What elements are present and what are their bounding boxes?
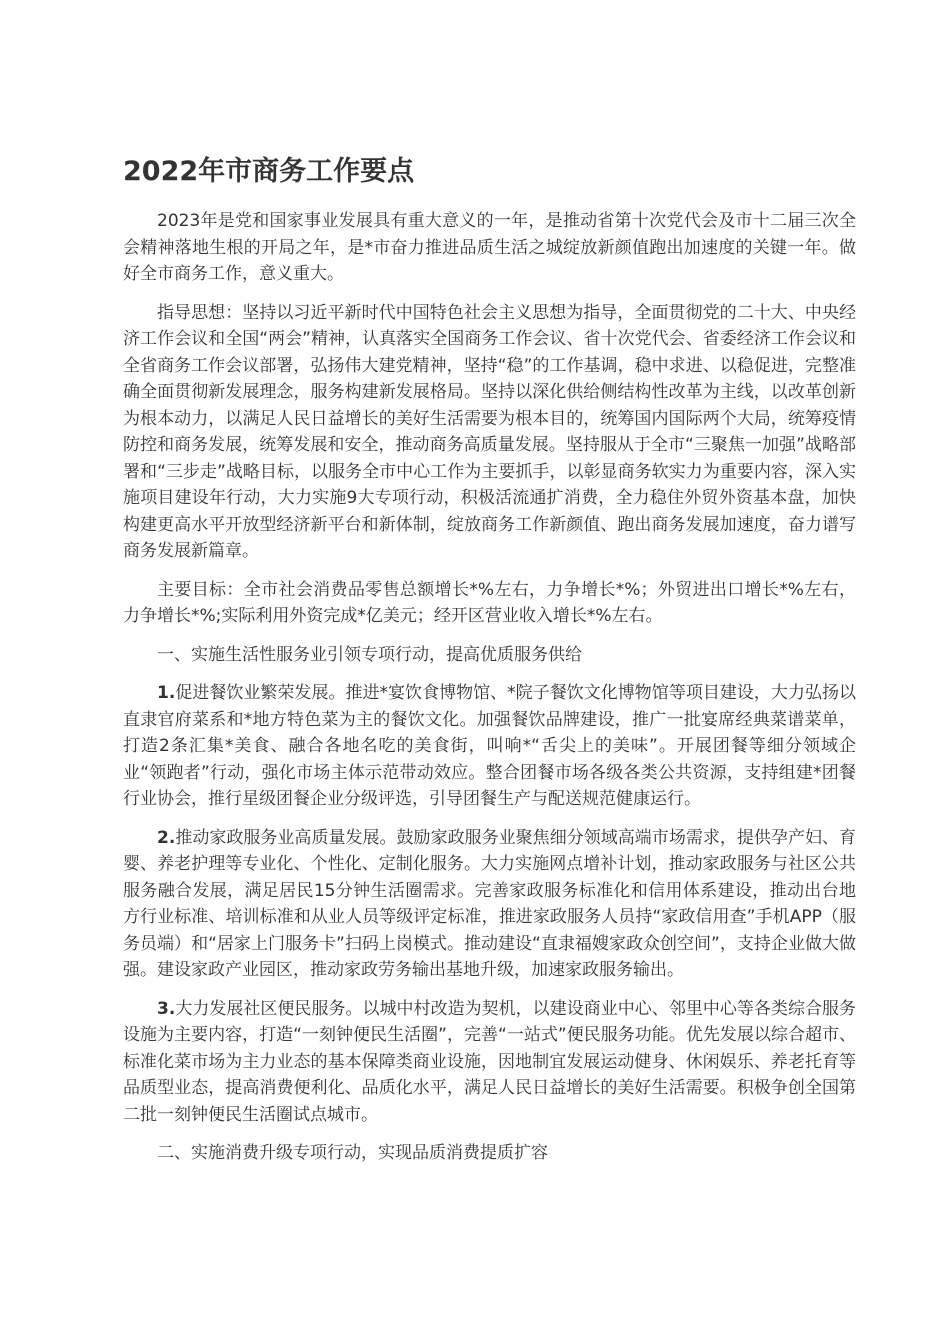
- item-2-text: 推动家政服务业高质量发展。鼓励家政服务业聚焦细分领域高端市场需求，提供孕产妇、育婴、养老护理等专业化、个性化、定制化服务。大力实施网点增补计划，推动家政服务与社区公共服务融合发展，满足居民15分钟生活圈需求。完善家政服务标准化和信用体系建设，推动出台地方行业标准、培训标准和从业人员等级评定标准，推进家政服务人员持“家政信用查”手机APP（服务员端）和“居家上门服务卡”扫码上岗模式。推动建设“直隶福嫂家政众创空间”，支持企业做大做强。建设家政产业园区，推动家政劳务输出基地升级，加速家政服务输出。: [123, 827, 856, 980]
- item-3-paragraph: [123, 996, 856, 1129]
- item-1-paragraph: [123, 680, 856, 813]
- intro-paragraph: 2023年是党和国家事业发展具有重大意义的一年，是推动省第十次党代会及市十二届三次全会精神落地生根的开局之年，是*市奋力推进品质生活之城绽放新颜值跑出加速度的关键一年。做好全市商务工作，意义重大。: [123, 211, 856, 284]
- document-title: 2022年市商务工作要点: [123, 156, 415, 187]
- item-2-number: 2.: [157, 827, 176, 848]
- item-1-number: 1.: [157, 683, 176, 703]
- item-3-number: 3.: [157, 998, 176, 1019]
- item-2-paragraph: [123, 825, 856, 984]
- guiding-thought-paragraph: 指导思想：坚持以习近平新时代中国特色社会主义思想为指导，全面贯彻党的二十大、中央经济工作会议和全国“两会”精神，认真落实全国商务工作会议、省十次党代会、省委经济工作会议和全省商务工作会议部署，弘扬伟大建党精神，坚持“稳”的工作基调，稳中求进、以稳促进，完整准确全面贯彻新发展理念，服务构建新发展格局。坚持以深化供给侧结构性改革为主线，以改革创新为根本动力，以满足人民日益增长的美好生活需要为根本目的，统筹国内国际两个大局，统筹疫情防控和商务发展，统筹发展和安全，推动商务高质量发展。坚持服从于全市“三聚焦一加强”战略部署和“三步走”战略目标，以服务全市中心工作为主要抓手，以彰显商务软实力为重要内容，深入实施项目建设年行动，大力实施9大专项行动，积极活流通扩消费，全力稳住外贸外资基本盘，加快构建更高水平开放型经济新平台和新体制，绽放商务工作新颜值、跑出商务发展加速度，奋力谱写商务发展新篇章。: [123, 302, 856, 561]
- document-page: [123, 150, 856, 1179]
- section-1-heading: 一、实施生活性服务业引领专项行动，提高优质服务供给: [157, 644, 582, 665]
- item-1-text: 促进餐饮业繁荣发展。推进*宴饮食博物馆、*院子餐饮文化博物馆等项目建设，大力弘扬以直隶官府菜系和*地方特色菜为主的餐饮文化。加强餐饮品牌建设，推广一批宴席经典菜谱菜单，打造2条汇集*美食、融合各地名吃的美食街，叫响*“舌尖上的美味”。开展团餐等细分领域企业“领跑者”行动，强化市场主体示范带动效应。整合团餐市场各级各类公共资源，支持组建*团餐行业协会，推行星级团餐企业分级评选，引导团餐生产与配送规范健康运行。: [123, 683, 856, 809]
- section-2-heading: 二、实施消费升级专项行动，实现品质消费提质扩容: [157, 1143, 548, 1163]
- main-goals-paragraph: 主要目标：全市社会消费品零售总额增长*%左右，力争增长*%；外贸进出口增长*%左右，力争增长*%;实际利用外资完成*亿美元；经开区营业收入增长*%左右。: [123, 579, 856, 626]
- item-3-text: 大力发展社区便民服务。以城中村改造为契机，以建设商业中心、邻里中心等各类综合服务设施为主要内容，打造“一刻钟便民生活圈”，完善“一站式”便民服务功能。优先发展以综合超市、标准化菜市场为主力业态的基本保障类商业设施，因地制宜发展运动健身、休闲娱乐、养老托育等品质型业态，提高消费便利化、品质化水平，满足人民日益增长的美好生活需要。积极争创全国第二批一刻钟便民生活圈试点城市。: [123, 998, 856, 1125]
